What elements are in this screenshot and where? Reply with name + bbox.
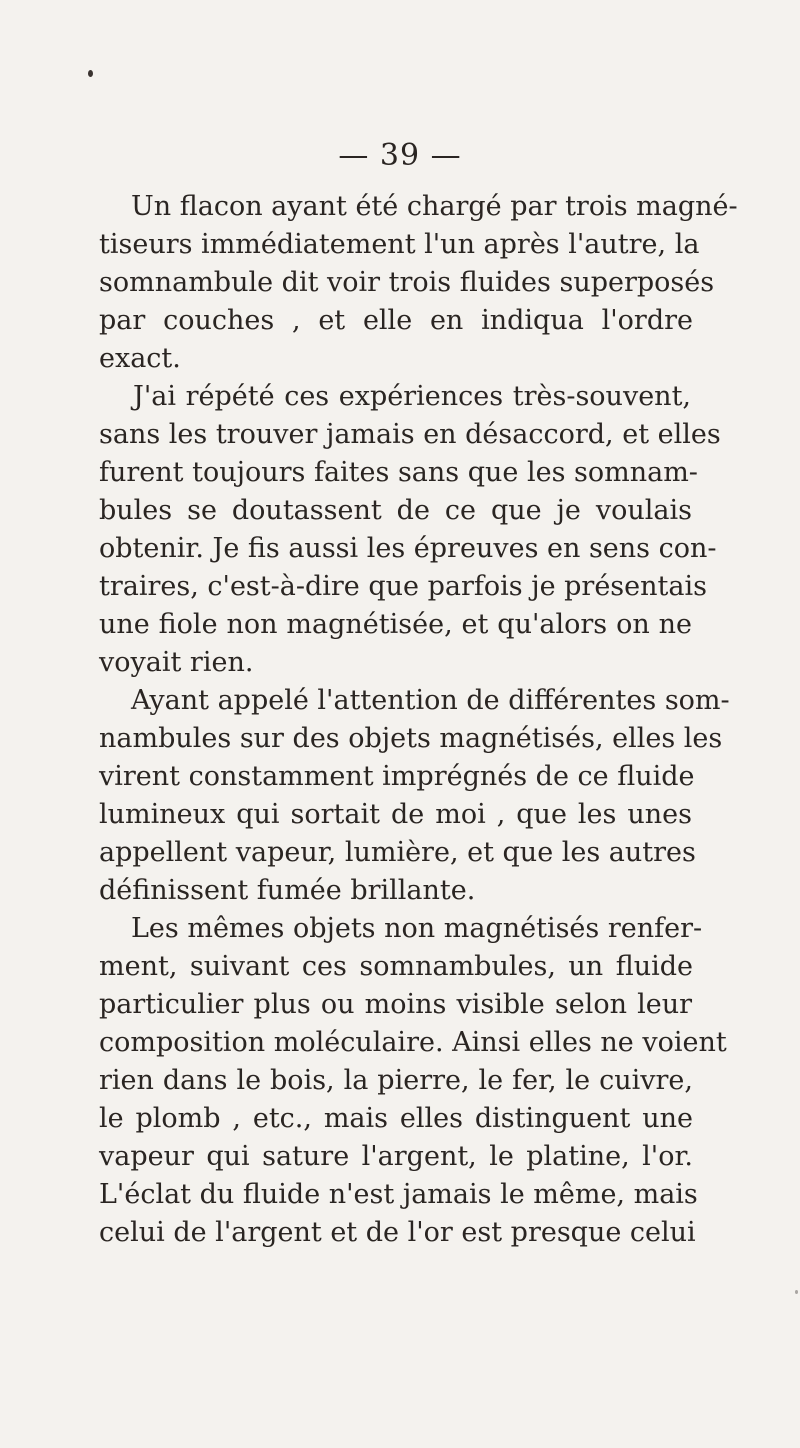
text-line: une fiole non magnétisée, et qu'alors on ne — [99, 609, 692, 640]
text-line: par couches , et elle en indiqua l'ordre — [99, 305, 693, 336]
text-line: J'ai répété ces expériences très-souvent, — [133, 381, 691, 412]
page-number: — 39 — — [338, 138, 462, 173]
text-line: tiseurs immédiatement l'un après l'autre, la — [99, 229, 700, 260]
text-line: traires, c'est-à-dire que parfois je présentais — [99, 571, 707, 602]
text-line: vapeur qui sature l'argent, le platine, l'or. — [99, 1141, 693, 1172]
text-line: ment, suivant ces somnambules, un fluide — [99, 951, 693, 982]
text-line: obtenir. Je fis aussi les épreuves en sens con- — [99, 533, 717, 564]
text-line: appellent vapeur, lumière, et que les autres — [99, 837, 696, 868]
text-line: définissent fumée brillante. — [99, 875, 476, 906]
text-line: somnambule dit voir trois fluides superposés — [99, 267, 715, 298]
text-line: le plomb , etc., mais elles distinguent une — [99, 1103, 693, 1134]
text-line: celui de l'argent et de l'or est presque celui — [99, 1217, 696, 1248]
ink-speck — [795, 1290, 798, 1294]
text-line: composition moléculaire. Ainsi elles ne voient — [99, 1027, 727, 1058]
text-line: virent constamment imprégnés de ce fluide — [99, 761, 695, 792]
text-line: lumineux qui sortait de moi , que les unes — [99, 799, 692, 830]
ink-speck — [88, 70, 93, 77]
text-line: bules se doutassent de ce que je voulais — [99, 495, 692, 526]
text-line: furent toujours faites sans que les somnam- — [99, 457, 698, 488]
text-line: rien dans le bois, la pierre, le fer, le cuivre, — [99, 1065, 693, 1096]
text-line: Ayant appelé l'attention de différentes som- — [131, 685, 730, 716]
text-line: sans les trouver jamais en désaccord, et elles — [99, 419, 721, 450]
text-line: exact. — [99, 343, 181, 374]
text-line: Les mêmes objets non magnétisés renfer- — [131, 913, 703, 944]
text-line: voyait rien. — [99, 647, 254, 678]
text-line: nambules sur des objets magnétisés, elles les — [99, 723, 723, 754]
text-line: particulier plus ou moins visible selon leur — [99, 989, 692, 1020]
text-line: L'éclat du fluide n'est jamais le même, mais — [99, 1179, 698, 1210]
text-line: Un flacon ayant été chargé par trois magné- — [131, 191, 738, 222]
